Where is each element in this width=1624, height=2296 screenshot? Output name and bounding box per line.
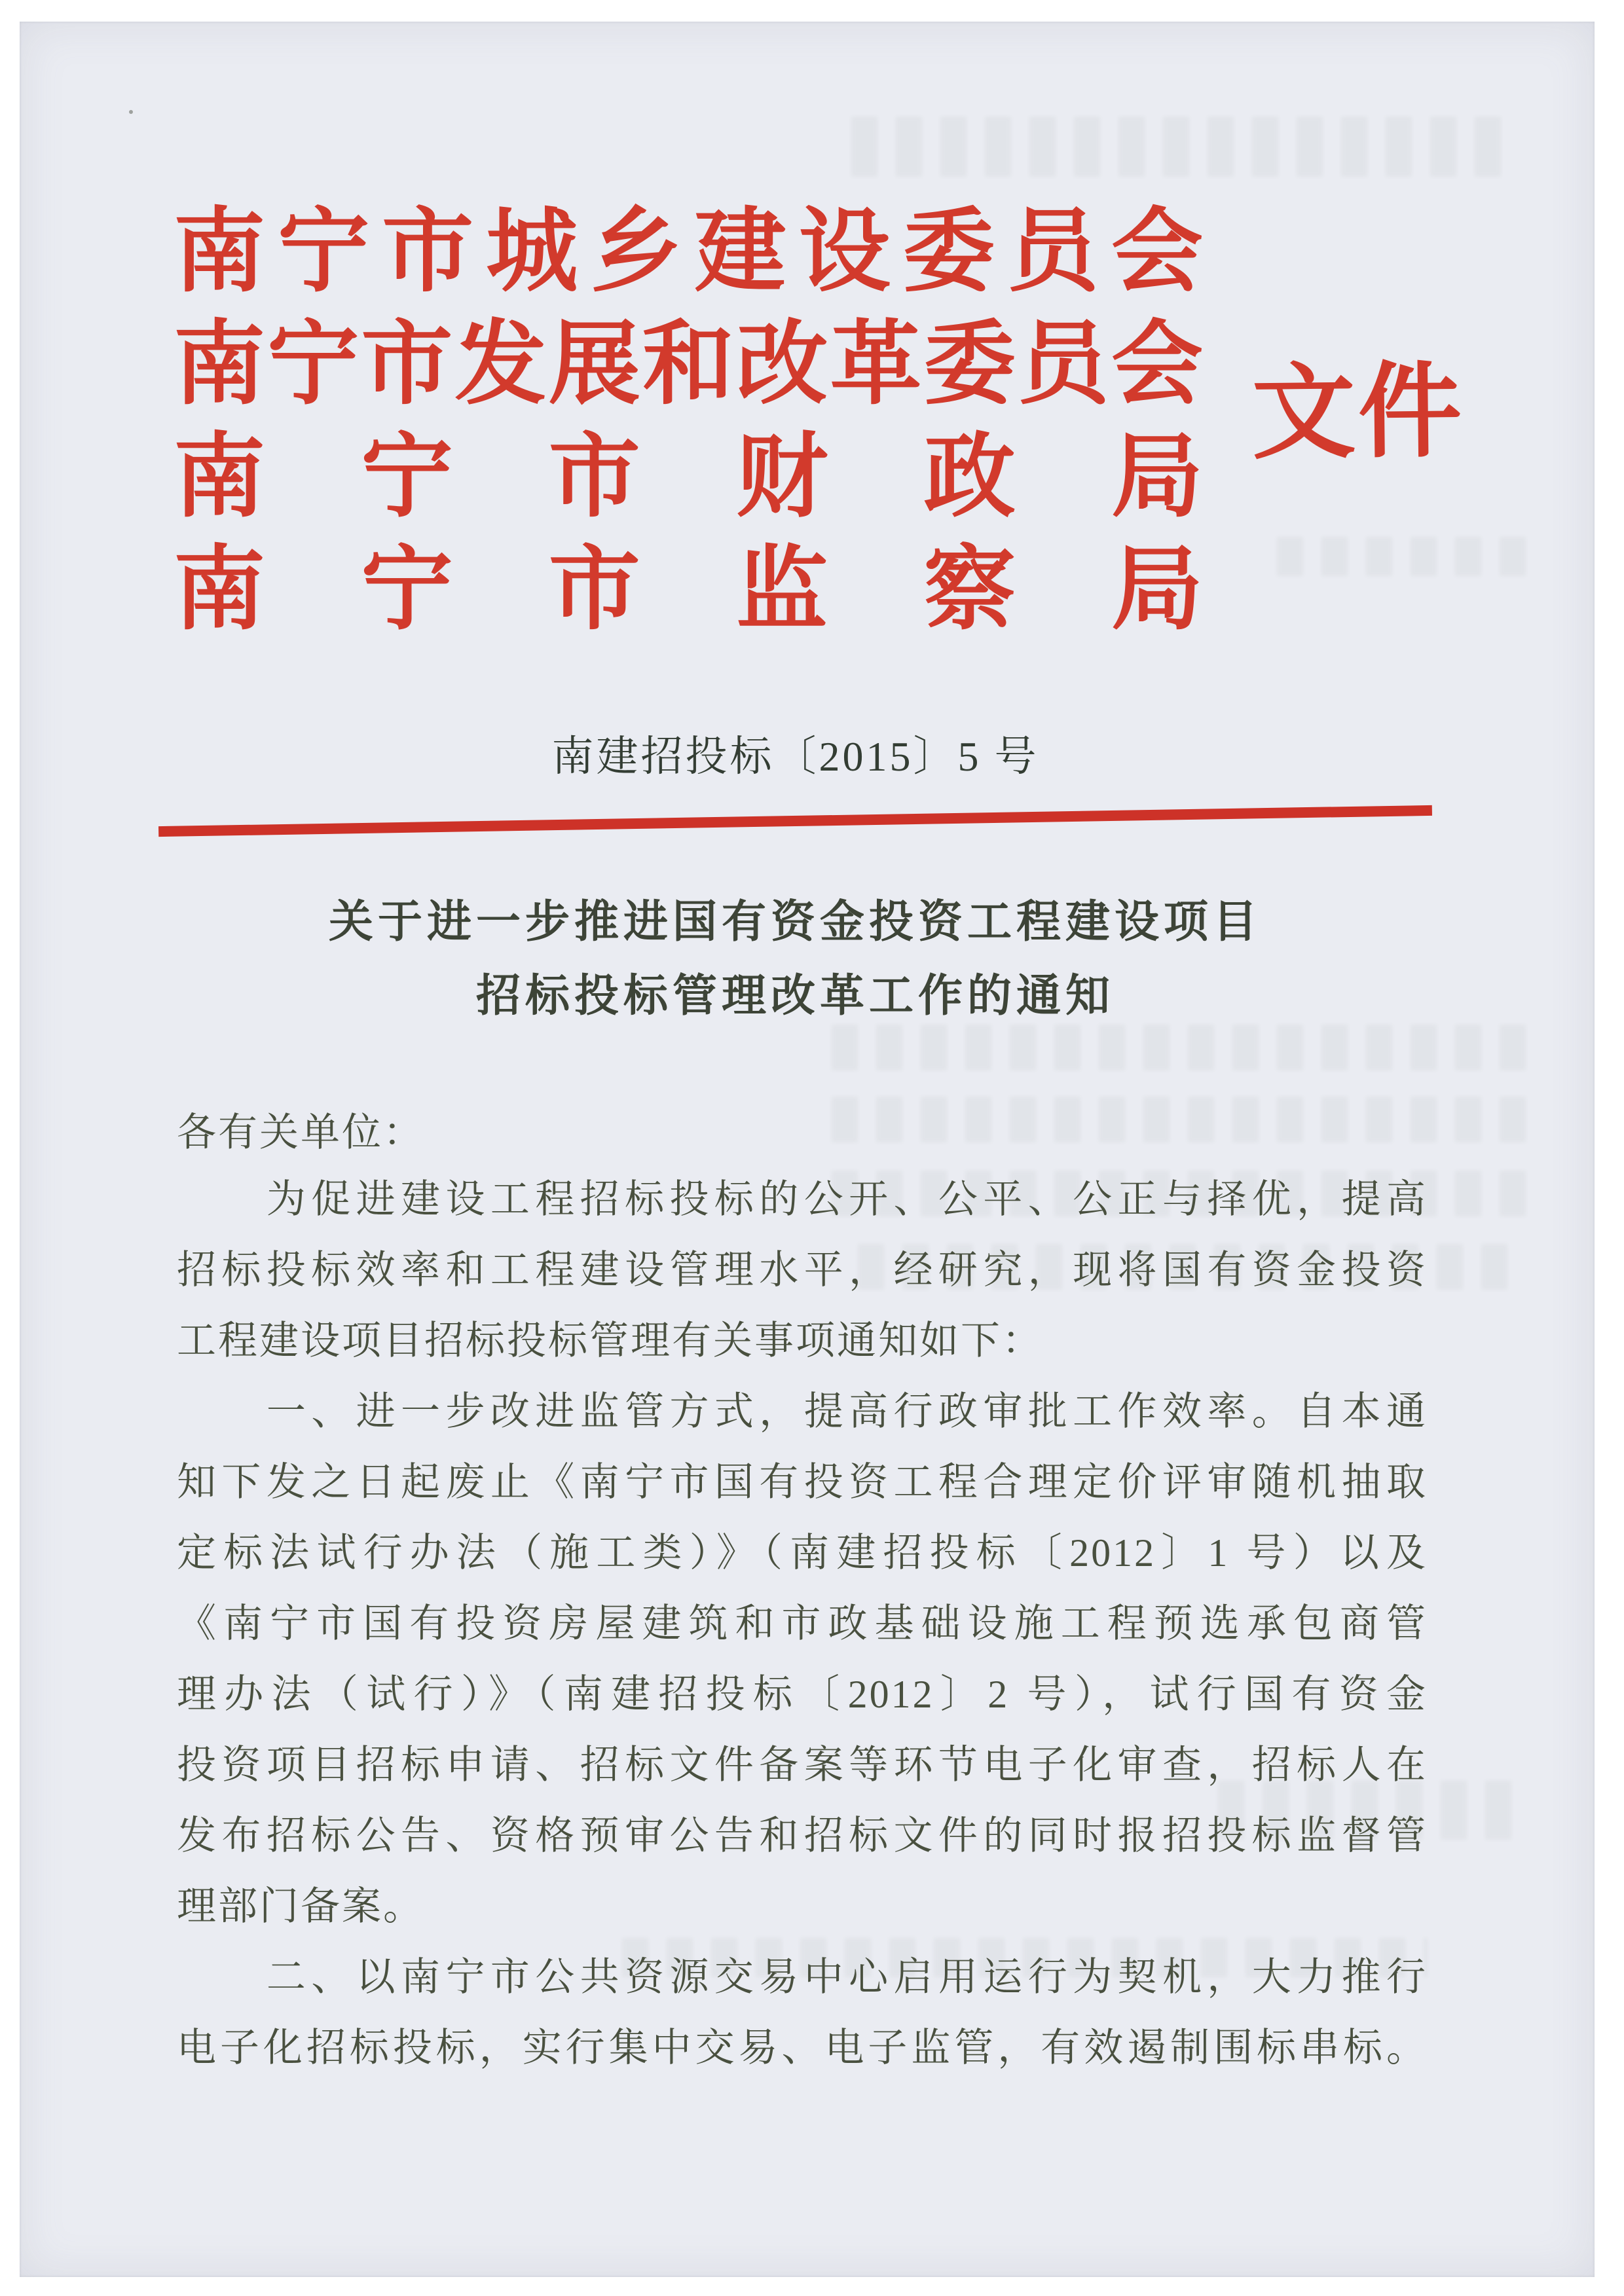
bleedthrough-ghost: [832, 1097, 1526, 1142]
body-line: 发布招标公告、资格预审公告和招标文件的同时报招投标监督管: [177, 1814, 1428, 1857]
document-title-line-2: 招标投标管理改革工作的通知: [475, 971, 1115, 1021]
org-name-line-2: 南宁市发展和改革委员会: [174, 314, 1203, 416]
document-title: [158, 885, 1432, 1033]
bleedthrough-ghost: [1277, 537, 1532, 576]
body-line: 投资项目招标申请、招标文件备案等环节电子化审查，招标人在: [177, 1743, 1428, 1787]
body-line: 工程建设项目招标投标管理有关事项通知如下：: [177, 1319, 1043, 1362]
body-line: 理部门备案。: [177, 1885, 424, 1928]
body-line: 招标投标效率和工程建设管理水平，经研究，现将国有资金投资: [177, 1248, 1428, 1292]
salutation: 各有关单位：: [177, 1111, 424, 1154]
doc-type-label: 文件: [1251, 355, 1465, 472]
org-name-line-4: 南宁市监察局: [174, 539, 1203, 641]
body-line: 知下发之日起废止《南宁市国有投资工程合理定价评审随机抽取: [177, 1461, 1428, 1504]
bleedthrough-ghost: [851, 117, 1519, 177]
document-title-line-1: 关于进一步推进国有资金投资工程建设项目: [328, 897, 1262, 947]
body-line: 理办法（试行）》（南建招投标〔2012〕2 号），试行国有资金: [177, 1673, 1428, 1716]
body-line: 二、以南宁市公共资源交易中心启用运行为契机，大力推行: [177, 1956, 1428, 1999]
body-line: 《南宁市国有投资房屋建筑和市政基础设施工程预选承包商管: [177, 1602, 1428, 1645]
body-line: 一、进一步改进监管方式，提高行政审批工作效率。自本通: [177, 1390, 1428, 1433]
doc-number: 南建招投标〔2015〕5 号: [551, 733, 1039, 780]
body-line: 电子化招标投标，实行集中交易、电子监管，有效遏制围标串标。: [177, 2026, 1428, 2069]
body-line: 定标法试行办法（施工类）》（南建招投标〔2012〕1 号）以及: [177, 1531, 1428, 1575]
document-body: [177, 1178, 1428, 2098]
scan-speck: [129, 110, 133, 114]
letterhead: [174, 196, 1203, 647]
body-line: 为促进建设工程招标投标的公开、公平、公正与择优，提高: [177, 1178, 1428, 1221]
org-name-line-1: 南宁市城乡建设委员会: [174, 202, 1203, 303]
org-name-line-3: 南宁市财政局: [174, 427, 1203, 528]
